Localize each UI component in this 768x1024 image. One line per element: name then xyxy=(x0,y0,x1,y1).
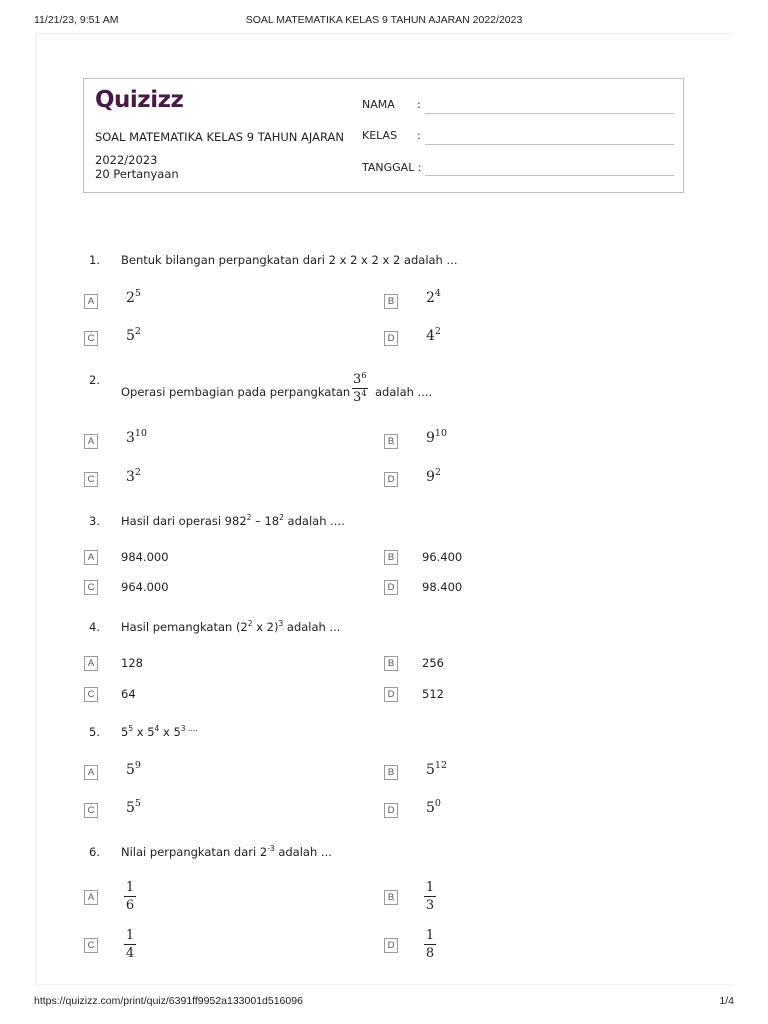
option-d: $9^2$ xyxy=(426,467,441,485)
option-a: $2^5$ xyxy=(126,288,141,306)
option-letter-b: B xyxy=(384,550,398,565)
option-letter-d: D xyxy=(384,803,398,818)
name-label: NAMA xyxy=(362,98,395,111)
option-b: 96.400 xyxy=(422,550,463,564)
print-datetime: 11/21/23, 9:51 AM xyxy=(34,14,119,26)
print-url: https://quizizz.com/print/quiz/6391ff9952a133001d516096 xyxy=(34,995,303,1007)
option-letter-b: B xyxy=(384,890,398,905)
quiz-title-line1: SOAL MATEMATIKA KELAS 9 TAHUN AJARAN xyxy=(95,130,344,144)
option-letter-d: D xyxy=(384,331,398,346)
print-header xyxy=(34,14,734,30)
question-number: 5. xyxy=(89,725,100,739)
option-b: $2^4$ xyxy=(426,288,441,306)
option-letter-c: C xyxy=(84,472,98,487)
option-d: 512 xyxy=(422,687,444,701)
question-text: Operasi pembagian pada perpangkatan xyxy=(121,385,351,399)
quizizz-logo: Quizizz xyxy=(95,87,184,113)
question-text: Bentuk bilangan perpangkatan dari 2 x 2 x 2 x 2 adalah ... xyxy=(121,253,458,267)
page-bottom-rule xyxy=(36,984,732,985)
option-c: 64 xyxy=(121,687,136,701)
option-letter-c: C xyxy=(84,687,98,702)
option-c: $3^2$ xyxy=(126,467,141,485)
option-letter-b: B xyxy=(384,294,398,309)
option-letter-a: A xyxy=(84,765,98,780)
option-letter-c: C xyxy=(84,331,98,346)
question-text: $5^5$ x $5^4$ x $5^3$ .... xyxy=(121,724,198,739)
option-letter-d: D xyxy=(384,687,398,702)
option-letter-c: C xyxy=(84,803,98,818)
class-colon: : xyxy=(417,129,421,142)
quiz-title-line2: 2022/2023 xyxy=(95,153,158,167)
class-label: KELAS xyxy=(362,129,398,142)
option-c: $5^2$ xyxy=(126,326,141,344)
option-letter-b: B xyxy=(384,656,398,671)
option-letter-d: D xyxy=(384,580,398,595)
option-a: 128 xyxy=(121,656,143,670)
page-top-rule xyxy=(36,33,732,34)
option-letter-a: A xyxy=(84,550,98,565)
option-letter-b: B xyxy=(384,434,398,449)
option-d: 98.400 xyxy=(422,580,463,594)
option-letter-a: A xyxy=(84,656,98,671)
question-text: Nilai perpangkatan dari $2^{-3}$ adalah ... xyxy=(121,844,332,859)
option-d: $5^0$ xyxy=(426,798,441,816)
name-colon: : xyxy=(417,98,421,111)
option-d: $4^2$ xyxy=(426,326,441,344)
print-title: SOAL MATEMATIKA KELAS 9 TAHUN AJARAN 2022/2023 xyxy=(245,14,523,26)
option-letter-a: A xyxy=(84,890,98,905)
option-b: 256 xyxy=(422,656,444,670)
class-field xyxy=(362,129,674,149)
quiz-title xyxy=(95,126,345,169)
option-b: 1 3 xyxy=(425,880,435,913)
date-line xyxy=(425,175,674,176)
print-footer xyxy=(34,995,734,1011)
class-line xyxy=(425,144,674,145)
page-left-rule xyxy=(36,33,37,984)
option-letter-d: D xyxy=(384,938,398,953)
question-text: Hasil dari operasi $982^2 - 18^2$ adalah .... xyxy=(121,513,345,528)
question-number: 2. xyxy=(89,373,100,387)
option-b: $9^{10}$ xyxy=(426,428,448,446)
option-b: $5^{12}$ xyxy=(426,760,448,778)
option-letter-a: A xyxy=(84,434,98,449)
question-text: Hasil pemangkatan ($2^2$ x 2)$^3$ adalah ... xyxy=(121,619,341,634)
option-a: $3^{10}$ xyxy=(126,428,148,446)
option-d: 1 8 xyxy=(425,928,435,961)
option-a: $5^9$ xyxy=(126,760,141,778)
question-number: 6. xyxy=(89,845,100,859)
question-number: 4. xyxy=(89,620,100,634)
option-c: $5^5$ xyxy=(126,798,141,816)
option-letter-c: C xyxy=(84,938,98,953)
question-text-after: adalah .... xyxy=(375,385,433,399)
option-a: 1 6 xyxy=(125,880,135,913)
option-c: 1 4 xyxy=(125,928,135,961)
name-line xyxy=(425,113,674,114)
question-number: 3. xyxy=(89,514,100,528)
question-count: 20 Pertanyaan xyxy=(95,167,179,181)
option-a: 984.000 xyxy=(121,550,169,564)
option-c: 964.000 xyxy=(121,580,169,594)
option-letter-a: A xyxy=(84,294,98,309)
option-letter-d: D xyxy=(384,472,398,487)
option-letter-b: B xyxy=(384,765,398,780)
date-field xyxy=(362,161,674,181)
quiz-header-box xyxy=(83,78,684,193)
question-number: 1. xyxy=(89,253,100,267)
page-number: 1/4 xyxy=(719,995,734,1007)
question-fraction: $3^6$ $3^4$ xyxy=(353,371,367,405)
date-label: TANGGAL : xyxy=(362,161,422,174)
option-letter-c: C xyxy=(84,580,98,595)
name-field xyxy=(362,98,674,118)
